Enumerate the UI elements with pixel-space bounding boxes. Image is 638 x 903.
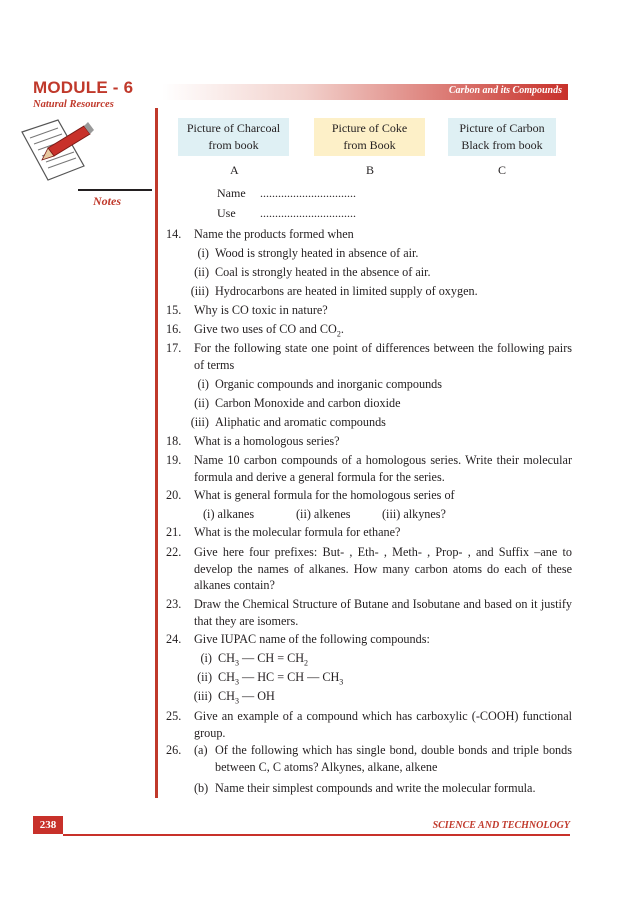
chapter-title: Carbon and its Compounds (448, 85, 562, 96)
footer-rule (63, 834, 570, 836)
question-text-main: Give two uses of CO and CO (194, 322, 337, 336)
question-text: What is the molecular formula for ethane? (194, 525, 401, 539)
picture-label-a: A (230, 163, 239, 177)
subscript: 2 (336, 329, 341, 339)
question-number: 23. (166, 597, 182, 611)
question-26b (166, 780, 572, 797)
subscript: 2 (304, 658, 309, 668)
subscript: 3 (234, 677, 239, 687)
q14-sub-i (197, 245, 419, 262)
sub-numeral: (iii) (190, 284, 209, 298)
question-number: 19. (166, 453, 182, 467)
question-23 (166, 596, 572, 629)
footer-title: SCIENCE AND TECHNOLOGY (432, 820, 570, 831)
q20-opt-alkynes: (iii) alkynes? (382, 507, 446, 521)
picture-caption-line1: Picture of Charcoal (186, 121, 281, 135)
picture-label-b: B (366, 163, 375, 177)
sub-numeral: (iii) (190, 415, 209, 429)
picture-box-carbon-black (448, 118, 556, 156)
question-26 (166, 742, 572, 775)
question-text: Give here four prefixes: But- , Eth- , Meth- , Prop- , and Suffix –ane to develop the names of alkanes. How many carbon atoms do each of these alkanes contain? (194, 545, 572, 592)
question-number: 21. (166, 525, 182, 539)
q26-text-a: Of the following which has single bond, double bonds and triple bonds between C, C atoms? Alkynes, alkane, alkene (215, 743, 572, 774)
question-number: 22. (166, 545, 182, 559)
q17-sub-i (197, 376, 443, 393)
question-text: Give IUPAC name of the following compounds: (194, 632, 430, 646)
question-21 (166, 524, 572, 541)
name-row (217, 186, 356, 201)
subscript: 3 (339, 677, 344, 687)
sub-text: Hydrocarbons are heated in limited supply of oxygen. (215, 284, 478, 298)
question-text: Why is CO toxic in nature? (194, 303, 328, 317)
q26-label-b: (b) (194, 781, 209, 795)
question-19 (166, 452, 572, 485)
sub-text: Wood is strongly heated in absence of air. (215, 246, 419, 260)
picture-caption-line2: from Book (343, 138, 396, 152)
formula-b: — HC = CH — CH (238, 670, 340, 684)
sub-text: Aliphatic and aromatic compounds (215, 415, 386, 429)
name-blank: ................................ (260, 186, 356, 200)
question-14 (166, 226, 572, 243)
question-number: 17. (166, 341, 182, 355)
question-24 (166, 631, 572, 648)
q14-sub-iii (190, 283, 478, 300)
use-label: Use (217, 206, 236, 220)
formula-b: — CH = CH (238, 651, 305, 665)
question-number: 26. (166, 743, 182, 757)
picture-caption-line1: Picture of Coke (331, 121, 408, 135)
sub-text: Carbon Monoxide and carbon dioxide (215, 396, 401, 410)
question-number: 25. (166, 709, 182, 723)
notes-rule (78, 189, 152, 191)
notes-icon (18, 118, 98, 195)
sub-numeral: (iii) (193, 689, 212, 703)
sub-numeral: (ii) (194, 265, 209, 279)
picture-caption-line1: Picture of Carbon (459, 121, 545, 135)
module-title: MODULE - 6 (33, 78, 134, 97)
q26-label-a: (a) (194, 743, 208, 757)
margin-divider (155, 108, 158, 798)
subscript: 3 (234, 658, 239, 668)
picture-label-c: C (498, 163, 507, 177)
q24-sub-iii (193, 688, 275, 710)
name-label: Name (217, 186, 246, 200)
question-17 (166, 340, 572, 373)
formula-b: — OH (238, 689, 275, 703)
picture-box-coke (314, 118, 425, 156)
sub-numeral: (ii) (197, 670, 212, 684)
q17-sub-iii (190, 414, 386, 431)
formula-a: CH (218, 670, 235, 684)
question-15 (166, 302, 572, 319)
q20-opt-alkanes: (i) alkanes (203, 507, 255, 521)
question-number: 15. (166, 303, 182, 317)
use-blank: ................................ (260, 206, 356, 220)
question-number: 24. (166, 632, 182, 646)
question-22 (166, 544, 572, 594)
formula-a: CH (218, 689, 235, 703)
question-number: 20. (166, 488, 182, 502)
sub-numeral: (i) (200, 651, 212, 665)
question-text: What is a homologous series? (194, 434, 340, 448)
module-subtitle: Natural Resources (33, 99, 114, 110)
sub-numeral: (ii) (194, 396, 209, 410)
formula-a: CH (218, 651, 235, 665)
sub-text: Organic compounds and inorganic compounds (215, 377, 443, 391)
question-text: What is general formula for the homologous series of (194, 488, 455, 502)
question-20 (166, 487, 572, 504)
notes-label: Notes (93, 194, 121, 208)
question-text: For the following state one point of differences between the following pairs of terms (194, 341, 572, 372)
question-number: 16. (166, 322, 182, 336)
question-text: Name 10 carbon compounds of a homologous series. Write their molecular formula and derive a general formula for the series. (194, 453, 572, 484)
q17-sub-ii (194, 395, 401, 412)
question-25 (166, 708, 572, 741)
question-text: Draw the Chemical Structure of Butane and Isobutane and based on it justify that they are isomers. (194, 597, 572, 628)
q26-text-b: Name their simplest compounds and write the molecular formula. (215, 781, 536, 795)
q14-sub-ii (194, 264, 431, 281)
question-18 (166, 433, 572, 450)
question-text: Name the products formed when (194, 227, 354, 241)
picture-caption-line2: Black from book (461, 138, 543, 152)
picture-box-charcoal (178, 118, 289, 156)
question-number: 14. (166, 227, 182, 241)
chapter-header-bar (162, 84, 568, 100)
sub-numeral: (i) (197, 377, 209, 391)
question-text: Give an example of a compound which has carboxylic (-COOH) functional group. (194, 709, 572, 740)
question-text-end: . (340, 322, 344, 336)
subscript: 3 (234, 696, 239, 706)
q20-opt-alkenes: (ii) alkenes (296, 507, 351, 521)
sub-numeral: (i) (197, 246, 209, 260)
sub-text: Coal is strongly heated in the absence of air. (215, 265, 431, 279)
picture-caption-line2: from book (208, 138, 259, 152)
page-number: 238 (33, 816, 63, 834)
use-row (217, 206, 356, 221)
question-number: 18. (166, 434, 182, 448)
